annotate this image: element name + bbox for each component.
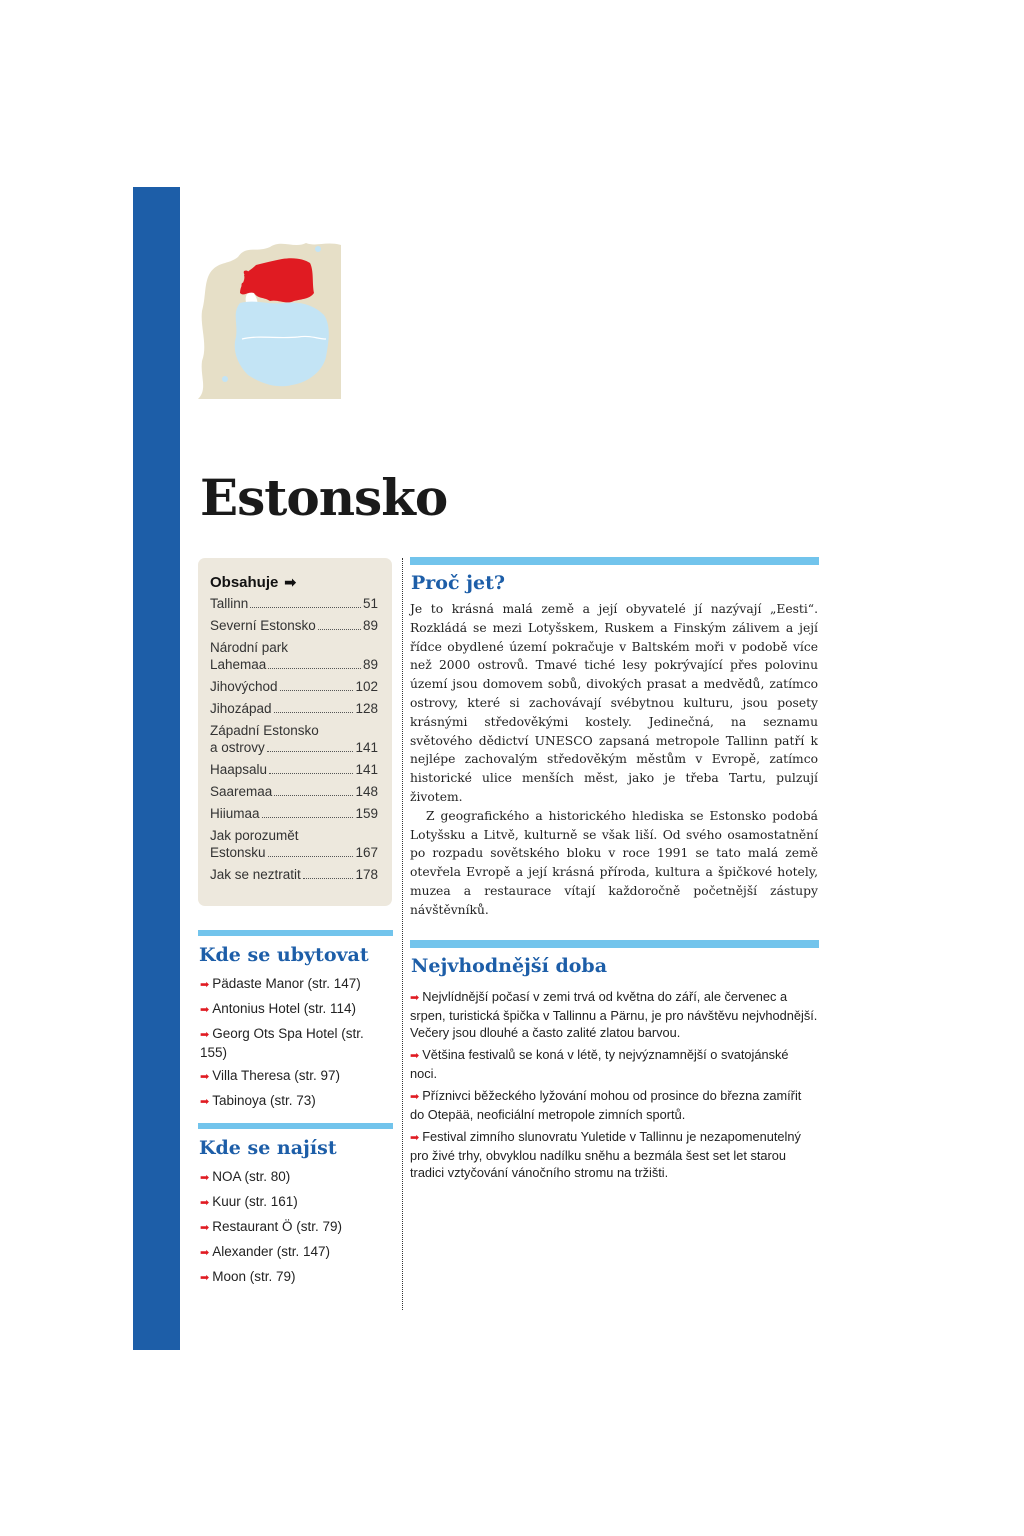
contents-item[interactable] [210, 805, 378, 822]
contents-item-label: Jak porozumět [210, 828, 299, 843]
contents-heading-label: Obsahuje [210, 574, 279, 591]
stay-item [200, 1092, 392, 1111]
contents-item[interactable] [210, 678, 378, 695]
best-time-item [410, 1046, 818, 1082]
dot-leader [267, 751, 354, 752]
dot-leader [280, 690, 354, 691]
contents-item-label: Tallinn [210, 596, 249, 611]
contents-item-label: Saaremaa [210, 784, 273, 799]
best-time-item [410, 1128, 818, 1181]
contents-item-label: Hiiumaa [210, 806, 260, 821]
stay-item-text: Villa Theresa (str. 97) [212, 1068, 341, 1083]
map-lake [315, 246, 321, 252]
contents-item-label: Estonsku [210, 845, 266, 860]
eat-item [200, 1168, 392, 1187]
stay-heading: Kde se ubytovat [199, 944, 369, 966]
contents-item-page: 89 [362, 657, 378, 672]
best-time-item-text: Příznivci běžeckého lyžování mohou od prosince do března zamířit do Otepää, neoficiální metropole zimních sportů. [410, 1088, 802, 1122]
red-arrow-icon: ➡ [200, 1247, 210, 1259]
contents-item[interactable] [210, 700, 378, 717]
contents-item-page: 102 [355, 679, 378, 694]
contents-item[interactable] [210, 595, 378, 612]
contents-item[interactable] [210, 617, 378, 634]
stay-top-rule [198, 930, 393, 936]
stay-item [200, 1000, 392, 1019]
stay-item-text: Pädaste Manor (str. 147) [212, 976, 361, 991]
stay-item-text: Georg Ots Spa Hotel (str. 155) [200, 1026, 364, 1060]
arrow-right-icon: ➡ [284, 574, 297, 590]
contents-item[interactable] [210, 783, 378, 800]
contents-item-label: Jihozápad [210, 701, 272, 716]
dot-leader [318, 629, 361, 630]
contents-item[interactable] [210, 761, 378, 778]
eat-item-text: Moon (str. 79) [212, 1269, 296, 1284]
red-arrow-icon: ➡ [410, 1091, 420, 1103]
why-paragraph: Z geografického a historického hlediska se Estonsko podobá Lotyšsku a Litvě, kulturně se však liší. Od svého osamostatnění po rozpadu sovětského bloku v roce 1991 se tato malá země otevřela Evropě a její krásná příroda, kultura a špičkové hotely, muzea a restaurace vítají každoročně početnější zástupy návštěvníků. [410, 808, 818, 917]
red-arrow-icon: ➡ [200, 1197, 210, 1209]
contents-item-page: 51 [362, 596, 378, 611]
best-time-item-text: Většina festivalů se koná v létě, ty nejvýznamnější o svatojánské noci. [410, 1047, 789, 1081]
contents-item-page: 141 [355, 740, 378, 755]
chapter-edge-bar [133, 187, 180, 1350]
red-arrow-icon: ➡ [200, 1272, 210, 1284]
red-arrow-icon: ➡ [200, 1004, 210, 1016]
contents-item-label: Západní Estonsko [210, 723, 319, 738]
stay-item-text: Antonius Hotel (str. 114) [212, 1001, 357, 1016]
stay-list [200, 975, 392, 1117]
column-divider [402, 558, 403, 1310]
contents-item-page: 148 [355, 784, 378, 799]
eat-item [200, 1218, 392, 1237]
eat-item [200, 1193, 392, 1212]
contents-box [198, 558, 392, 906]
eat-item-text: Kuur (str. 161) [212, 1194, 298, 1209]
best-time-item [410, 1087, 818, 1123]
dot-leader [250, 607, 361, 608]
dot-leader [268, 668, 361, 669]
red-arrow-icon: ➡ [410, 1050, 420, 1062]
eat-item-text: Alexander (str. 147) [212, 1244, 331, 1259]
contents-item-label: Haapsalu [210, 762, 268, 777]
dot-leader [262, 817, 354, 818]
contents-heading [210, 574, 378, 591]
best-time-item-text: Nejvlídnější počasí v zemi trvá od května do září, ale červenec a srpen, turistická špička v Tallinnu a Pärnu, je pro návštěvu nejvhodnější. Večery jsou dlouhé a často zalité zlatou barvou. [410, 989, 818, 1040]
eat-item [200, 1268, 392, 1287]
eat-list [200, 1168, 392, 1293]
why-paragraph: Je to krásná malá země a její obyvatelé jí nazývají „Eesti“. Rozkládá se mezi Lotyšskem, Ruskem a Finským zálivem a její řídce obydlené území pokračuje v Baltském moři v podobě více než 2000 ostrovů. Tmavé tiché lesy pokrývající přes polovinu území jsou domovem sobů, divokých prasat a medvědů, zatímco ostrovy, které si zachovávají svébytnou kulturu, jsou posety krásnými středověkými kostely. Jedinečná, na seznamu světového dědictví UNESCO zapsaná metropole Tallinn patří k nejlépe zachovalým středověkým městům v Evropě, zatímco historické ulice menších měst, jako je třeba Tartu, pulzují životem. [410, 602, 818, 804]
eat-item-text: Restaurant Ö (str. 79) [212, 1219, 343, 1234]
red-arrow-icon: ➡ [200, 1029, 210, 1041]
locator-map [198, 227, 341, 399]
contents-item-page: 159 [355, 806, 378, 821]
contents-item-label: Lahemaa [210, 657, 267, 672]
dot-leader [274, 795, 353, 796]
why-text [410, 600, 818, 920]
contents-item-label: Jak se neztratit [210, 867, 301, 882]
contents-item-label: Národní park [210, 640, 289, 655]
stay-item [200, 1067, 392, 1086]
red-arrow-icon: ➡ [200, 1172, 210, 1184]
best-top-rule [410, 940, 819, 948]
contents-item-page: 167 [355, 845, 378, 860]
red-arrow-icon: ➡ [200, 1096, 210, 1108]
dot-leader [269, 773, 353, 774]
contents-item[interactable] [210, 639, 378, 673]
stay-item-text: Tabinoya (str. 73) [212, 1093, 316, 1108]
red-arrow-icon: ➡ [200, 1071, 210, 1083]
chapter-title: Estonsko [200, 468, 448, 527]
eat-item-text: NOA (str. 80) [212, 1169, 291, 1184]
why-heading: Proč jet? [411, 572, 506, 594]
best-time-item [410, 988, 818, 1041]
red-arrow-icon: ➡ [200, 979, 210, 991]
contents-item-page: 89 [362, 618, 378, 633]
eat-top-rule [198, 1123, 393, 1129]
contents-list [210, 595, 378, 883]
contents-item-label: a ostrovy [210, 740, 265, 755]
dot-leader [274, 712, 354, 713]
contents-item[interactable] [210, 722, 378, 756]
map-latvia-lithuania [235, 302, 329, 387]
contents-item[interactable] [210, 827, 378, 861]
dot-leader [303, 878, 354, 879]
contents-item-page: 141 [355, 762, 378, 777]
why-top-rule [410, 557, 819, 565]
best-heading: Nejvhodnější doba [411, 955, 608, 977]
map-kaliningrad-lake [222, 376, 228, 382]
contents-item-page: 178 [355, 867, 378, 882]
eat-heading: Kde se najíst [199, 1137, 337, 1159]
stay-item [200, 975, 392, 994]
dot-leader [268, 856, 354, 857]
red-arrow-icon: ➡ [200, 1222, 210, 1234]
contents-item-label: Severní Estonsko [210, 618, 316, 633]
red-arrow-icon: ➡ [410, 1132, 420, 1144]
stay-item [200, 1025, 392, 1061]
eat-item [200, 1243, 392, 1262]
best-time-item-text: Festival zimního slunovratu Yuletide v Tallinnu je nezapomenutelný pro živé trhy, obvyklou nadílku sněhu a bezmála šest set let starou tradici vztyčování vánočního stromu na tržišti. [410, 1129, 801, 1180]
contents-item[interactable] [210, 866, 378, 883]
red-arrow-icon: ➡ [410, 992, 420, 1004]
contents-item-label: Jihovýchod [210, 679, 278, 694]
best-time-list [410, 988, 818, 1186]
contents-item-page: 128 [355, 701, 378, 716]
